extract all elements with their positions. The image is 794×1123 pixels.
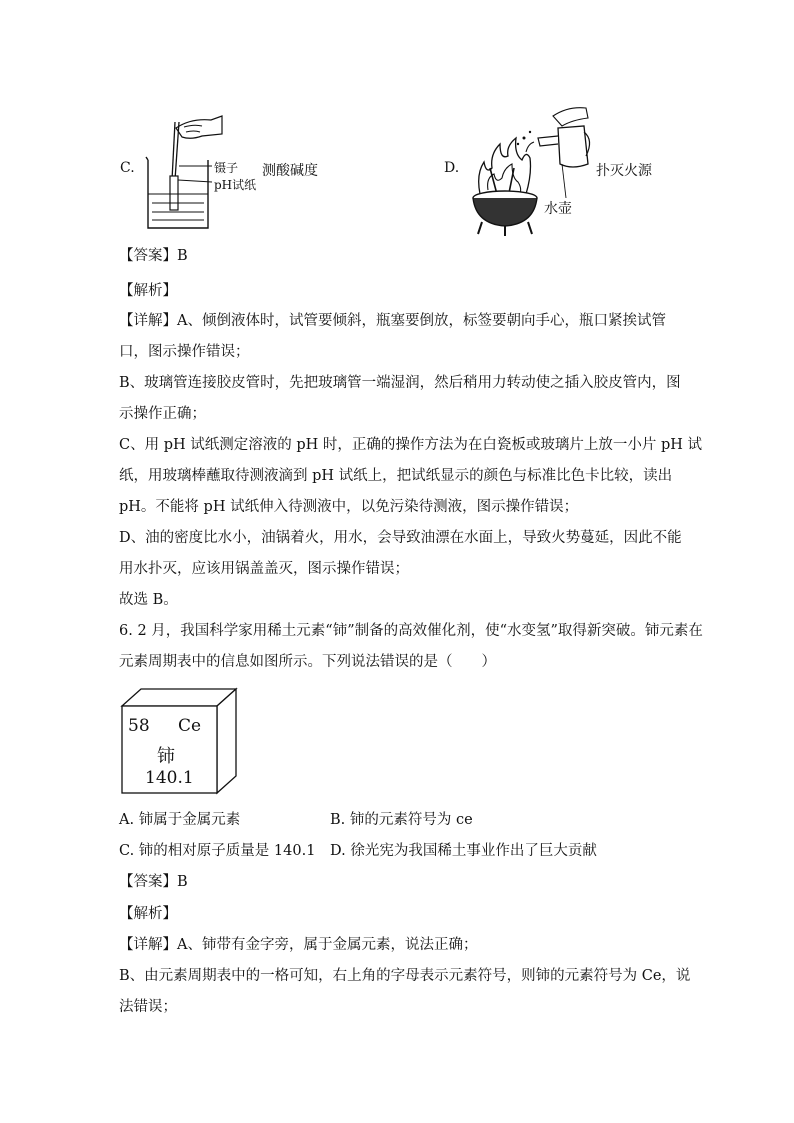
element-symbol: Ce — [178, 716, 202, 736]
q5-analysis-line-8: D、油的密度比水小，油锅着火，用水，会导致油漂在水面上，导致火势蔓延，因此不能 — [119, 530, 682, 546]
element-name: 铈 — [157, 746, 175, 767]
q5-analysis-line-10: 故选 B。 — [119, 592, 178, 608]
q5-analysis-title: 【解析】 — [119, 283, 177, 299]
q6-answer: 【答案】B — [119, 874, 188, 890]
q5-analysis-line-4: 示操作正确； — [119, 406, 206, 422]
q6-analysis-line-1: 【详解】A、铈带有金字旁，属于金属元素，说法正确； — [119, 937, 478, 953]
kettle-label: 水壶 — [544, 201, 572, 217]
figure-c — [110, 110, 410, 240]
q6-analysis-line-2: B、由元素周期表中的一格可知，右上角的字母表示元素符号，则铈的元素符号为 Ce，说 — [119, 968, 691, 984]
q5-analysis-line-5: C、用 pH 试纸测定溶液的 pH 时，正确的操作方法为在白瓷板或玻璃片上放一小片 pH 试 — [119, 437, 703, 453]
q6-option-b: B. 铈的元素符号为 ce — [330, 812, 473, 828]
q6-analysis-title: 【解析】 — [119, 906, 177, 922]
q6-option-d: D. 徐光宪为我国稀土事业作出了巨大贡献 — [330, 843, 597, 859]
q5-analysis-line-1: 【详解】A、倾倒液体时，试管要倾斜，瓶塞要倒放，标签要朝向手心，瓶口紧挨试管 — [119, 313, 666, 329]
q5-analysis-line-6: 纸，用玻璃棒蘸取待测液滴到 pH 试纸上，把试纸显示的颜色与标准比色卡比较，读出 — [119, 468, 673, 484]
figure-c-caption: 测酸碱度 — [262, 163, 318, 179]
element-atomic-mass: 140.1 — [145, 768, 194, 788]
beaker-ph-paper-illustration — [136, 110, 276, 235]
periodic-element-cell — [119, 686, 241, 796]
q6-option-a: A. 铈属于金属元素 — [119, 812, 241, 828]
ph-paper-label: pH试纸 — [214, 178, 257, 192]
figure-d-letter: D. — [444, 160, 460, 176]
q5-analysis-line-9: 用水扑灭，应该用锅盖盖灭，图示操作错误； — [119, 561, 409, 577]
kettle-fire-illustration — [468, 98, 598, 238]
figure-d — [440, 98, 700, 238]
tweezers-label: 镊子 — [214, 161, 239, 175]
element-atomic-number: 58 — [128, 716, 150, 736]
q5-answer: 【答案】B — [119, 248, 188, 264]
figure-d-caption: 扑灭火源 — [596, 163, 652, 179]
q6-stem-line-2: 元素周期表中的信息如图所示。下列说法错误的是（ ） — [119, 654, 496, 670]
q5-analysis-line-7: pH。不能将 pH 试纸伸入待测液中，以免污染待测液，图示操作错误； — [119, 499, 579, 515]
q5-analysis-line-3: B、玻璃管连接胶皮管时，先把玻璃管一端湿润，然后稍用力转动使之插入胶皮管内，图 — [119, 375, 681, 391]
q6-stem-line-1: 6. 2 月，我国科学家用稀土元素“铈”制备的高效催化剂，使“水变氢”取得新突破。铈元素在 — [119, 623, 703, 639]
q6-option-c: C. 铈的相对原子质量是 140.1 — [119, 843, 316, 859]
q6-analysis-line-3: 法错误； — [119, 999, 177, 1015]
figure-c-letter: C. — [120, 160, 135, 176]
q5-analysis-line-2: 口，图示操作错误； — [119, 344, 250, 360]
